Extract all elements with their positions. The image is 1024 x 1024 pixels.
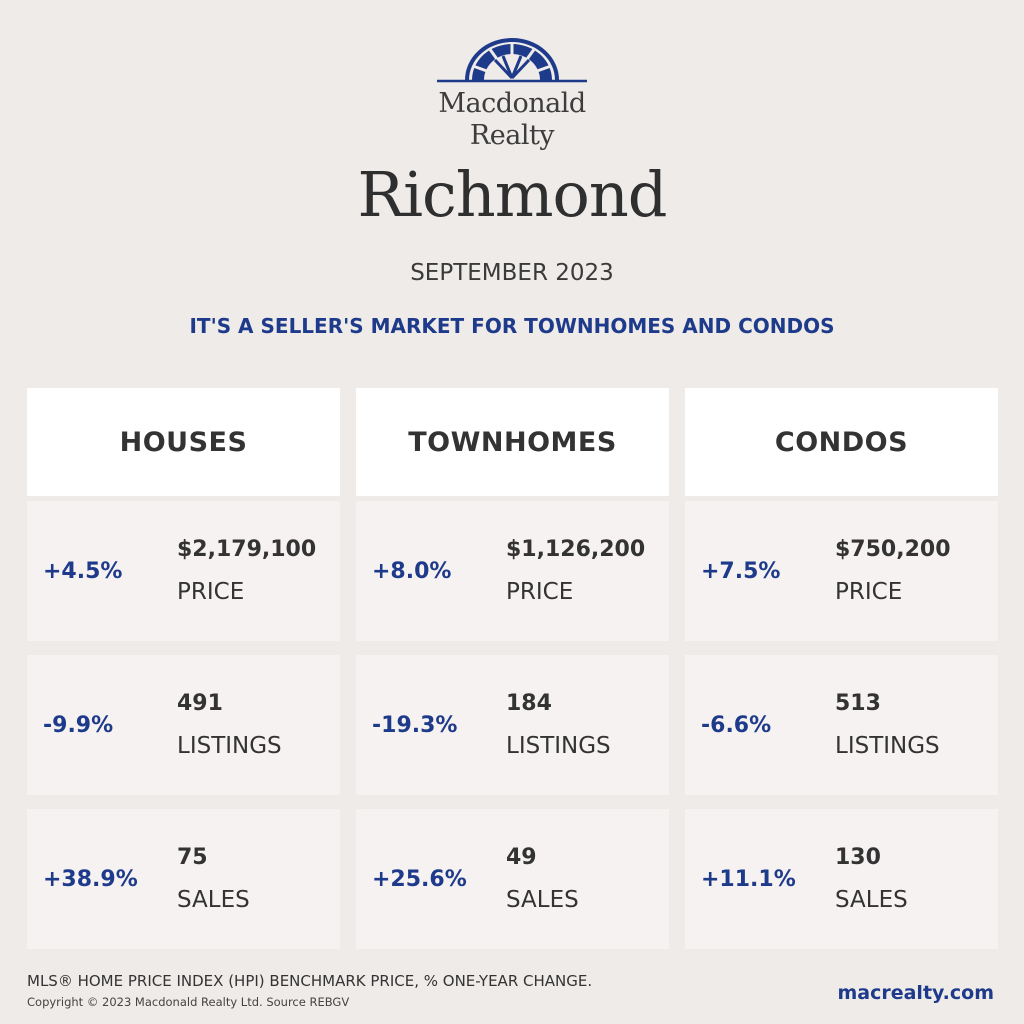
townhomes-sales-value: 49 bbox=[506, 845, 537, 870]
townhomes-price-change: +8.0% bbox=[372, 558, 452, 584]
condos-sales-card bbox=[685, 809, 998, 949]
houses-sales-change: +38.9% bbox=[43, 866, 138, 892]
condos-listings-value: 513 bbox=[835, 691, 881, 716]
column-header-houses: HOUSES bbox=[27, 388, 340, 496]
houses-price-value: $2,179,100 bbox=[177, 537, 317, 562]
townhomes-listings-change: -19.3% bbox=[372, 712, 458, 738]
condos-listings-change: -6.6% bbox=[701, 712, 772, 738]
column-header-condos: CONDOS bbox=[685, 388, 998, 496]
brand-name-line2: Realty bbox=[469, 120, 555, 151]
city-title: Richmond bbox=[357, 158, 667, 231]
townhomes-price-value: $1,126,200 bbox=[506, 537, 646, 562]
footer-copyright: Copyright © 2023 Macdonald Realty Ltd. Source REBGV bbox=[27, 995, 350, 1009]
condos-price-label: PRICE bbox=[835, 579, 903, 605]
townhomes-price-label: PRICE bbox=[506, 579, 574, 605]
townhomes-listings-label: LISTINGS bbox=[506, 733, 611, 759]
townhomes-sales-change: +25.6% bbox=[372, 866, 467, 892]
compass-logo-icon bbox=[437, 38, 587, 84]
houses-listings-label: LISTINGS bbox=[177, 733, 282, 759]
condos-listings-label: LISTINGS bbox=[835, 733, 940, 759]
condos-sales-value: 130 bbox=[835, 845, 881, 870]
website-link[interactable]: macrealty.com bbox=[837, 982, 994, 1004]
macdonald-realty-logo bbox=[0, 38, 1024, 84]
footer-note: MLS® HOME PRICE INDEX (HPI) BENCHMARK PRICE, % ONE-YEAR CHANGE. bbox=[27, 972, 593, 990]
houses-listings-value: 491 bbox=[177, 691, 223, 716]
houses-price-card bbox=[27, 501, 340, 641]
condos-listings-card bbox=[685, 655, 998, 795]
townhomes-listings-card bbox=[356, 655, 669, 795]
houses-sales-value: 75 bbox=[177, 845, 208, 870]
townhomes-price-card bbox=[356, 501, 669, 641]
condos-sales-label: SALES bbox=[835, 887, 908, 913]
brand-name-line1: Macdonald bbox=[438, 88, 586, 119]
townhomes-sales-card bbox=[356, 809, 669, 949]
houses-price-change: +4.5% bbox=[43, 558, 123, 584]
condos-price-card bbox=[685, 501, 998, 641]
report-date: SEPTEMBER 2023 bbox=[410, 260, 614, 286]
condos-sales-change: +11.1% bbox=[701, 866, 796, 892]
condos-price-value: $750,200 bbox=[835, 537, 951, 562]
houses-sales-label: SALES bbox=[177, 887, 250, 913]
column-header-townhomes: TOWNHOMES bbox=[356, 388, 669, 496]
houses-listings-card bbox=[27, 655, 340, 795]
market-headline: IT'S A SELLER'S MARKET FOR TOWNHOMES AND CONDOS bbox=[189, 314, 835, 338]
houses-sales-card bbox=[27, 809, 340, 949]
townhomes-listings-value: 184 bbox=[506, 691, 552, 716]
condos-price-change: +7.5% bbox=[701, 558, 781, 584]
houses-listings-change: -9.9% bbox=[43, 712, 114, 738]
townhomes-sales-label: SALES bbox=[506, 887, 579, 913]
houses-price-label: PRICE bbox=[177, 579, 245, 605]
